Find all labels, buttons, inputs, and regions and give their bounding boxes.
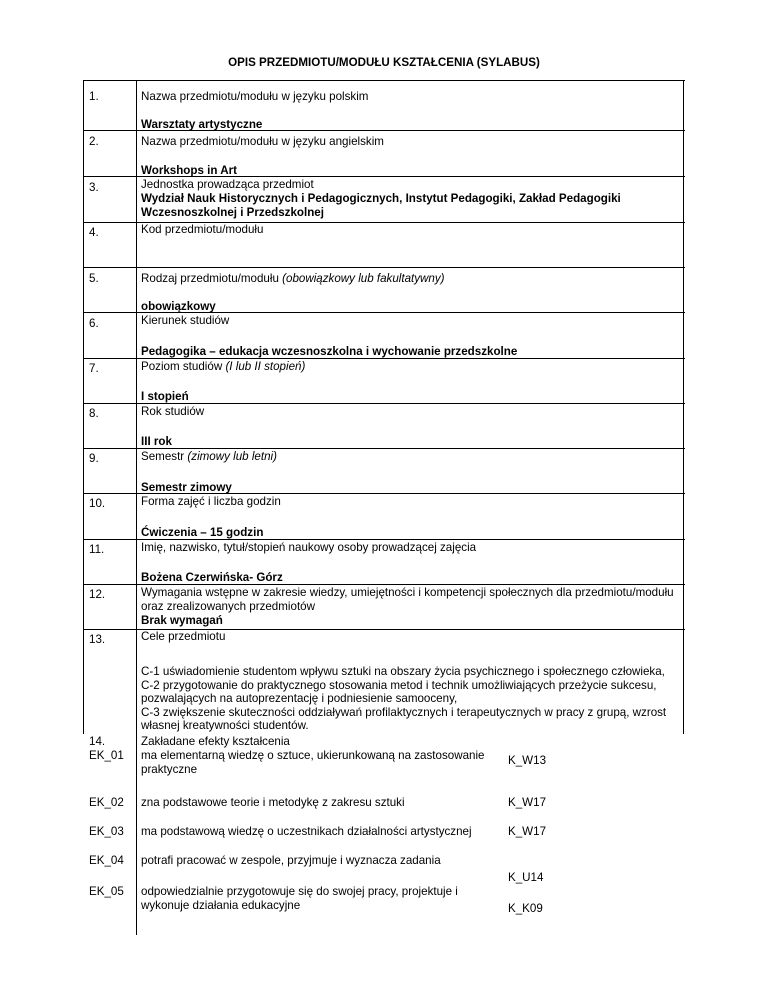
row-number: 9. [89,452,99,465]
field-label-note: (obowiązkowy lub fakultatywny) [282,272,445,285]
field-value: Ćwiczenia – 15 godzin [141,526,264,539]
field-label: oraz zrealizowanych przedmiotów [141,600,315,613]
field-value: Pedagogika – edukacja wczesnoszkolna i wychowanie przedszkolne [141,345,518,358]
goal-line: C-1 uświadomienie studentom wpływu sztuki na obszary życia psychicznego i społecznego człowieka, [141,665,665,678]
field-label: Zakładane efekty kształcenia [141,735,290,748]
effect-code: K_W17 [508,825,547,838]
field-value: I stopień [141,390,189,403]
effect-description: ma elementarną wiedzę o sztuce, ukierunkowaną na zastosowanie [141,749,485,762]
field-value: III rok [141,435,172,448]
effect-id: EK_05 [89,885,124,898]
effect-code: K_W17 [508,796,547,809]
field-label [141,360,305,374]
field-value: Wczesnoszkolnej i Przedszkolnej [141,206,324,219]
field-label-text: Semestr [141,450,185,463]
row-number: 13. [89,633,106,646]
row-number: 10. [89,497,106,510]
field-label: Jednostka prowadząca przedmiot [141,178,314,191]
effect-code: K_W13 [508,754,547,767]
row-number: 1. [89,90,99,103]
effect-description: wykonuje działania edukacyjne [141,899,301,912]
row-number: 3. [89,181,99,194]
field-label: Forma zajęć i liczba godzin [141,495,281,508]
field-label-text: Poziom studiów [141,360,223,373]
row-number: 2. [89,135,99,148]
row-number: 14. [89,735,106,748]
row-divider [83,448,685,449]
field-value: Semestr zimowy [141,481,232,494]
field-label: Rok studiów [141,405,205,418]
effect-id: EK_03 [89,825,124,838]
field-label: Nazwa przedmiotu/modułu w języku polskim [141,90,369,103]
effect-description: potrafi pracować w zespole, przyjmuje i wyznacza zadania [141,854,441,867]
field-value: Warsztaty artystyczne [141,118,263,131]
row-number: 7. [89,362,99,375]
goal-line: pozwalających na autoprezentację i podniesienie samooceny, [141,692,458,706]
row-number: 11. [89,543,105,556]
field-label: Nazwa przedmiotu/modułu w języku angielskim [141,135,384,148]
effect-description: odpowiedzialnie przygotowuje się do swojej pracy, projektuje i [141,885,458,898]
goal-line: własnej kreatywności studentów. [141,719,309,733]
field-label: Cele przedmiotu [141,630,226,643]
effect-description: zna podstawowe teorie i metodykę z zakresu sztuki [141,796,405,809]
effect-description: ma podstawową wiedzę o uczestnikach działalności artystycznej [141,825,472,838]
field-value: Workshops in Art [141,164,237,177]
effect-description: praktyczne [141,763,198,776]
column-divider [136,80,137,935]
goal-line: C-3 zwiększenie skuteczności oddziaływań profilaktycznych i terapeutycznych w pracy z grupą, wzrost [141,705,667,719]
effect-id: EK_04 [89,854,124,867]
field-value: Brak wymagań [141,614,223,627]
effect-id: EK_02 [89,796,124,809]
row-number: 12. [89,588,106,601]
document-title: OPIS PRZEDMIOTU/MODUŁU KSZTAŁCENIA (SYLABUS) [228,56,540,69]
field-value: obowiązkowy [141,300,216,313]
row-number: 6. [89,317,99,330]
field-value: Wydział Nauk Historycznych i Pedagogicznych, Instytut Pedagogiki, Zakład Pedagogiki [141,192,621,205]
field-label-text: Rodzaj przedmiotu/modułu [141,272,279,285]
field-label [141,272,445,286]
row-divider [83,267,685,268]
goal-line: C-2 przygotowanie do praktycznego stosowania metod i technik umożliwiających przeżycie sukcesu, [141,678,657,692]
field-label: Kierunek studiów [141,314,230,327]
field-label: Kod przedmiotu/modułu [141,223,264,236]
field-label-note: (I lub II stopień) [225,360,306,373]
row-divider [83,80,685,81]
row-number: 8. [89,407,99,420]
course-goals [141,665,677,733]
effect-code: K_K09 [508,902,543,915]
field-label: Imię, nazwisko, tytuł/stopień naukowy osoby prowadzącej zajęcia [141,541,477,554]
effect-id: EK_01 [89,749,124,762]
field-label [141,450,277,464]
row-number: 5. [89,272,99,285]
field-label: Wymagania wstępne w zakresie wiedzy, umiejętności i kompetencji społecznych dla przedmiotu/modułu [141,586,674,599]
row-number: 4. [89,226,99,239]
field-label-note: (zimowy lub letni) [187,450,277,463]
effect-code: K_U14 [508,871,544,884]
field-value: Bożena Czerwińska- Górz [141,571,283,584]
